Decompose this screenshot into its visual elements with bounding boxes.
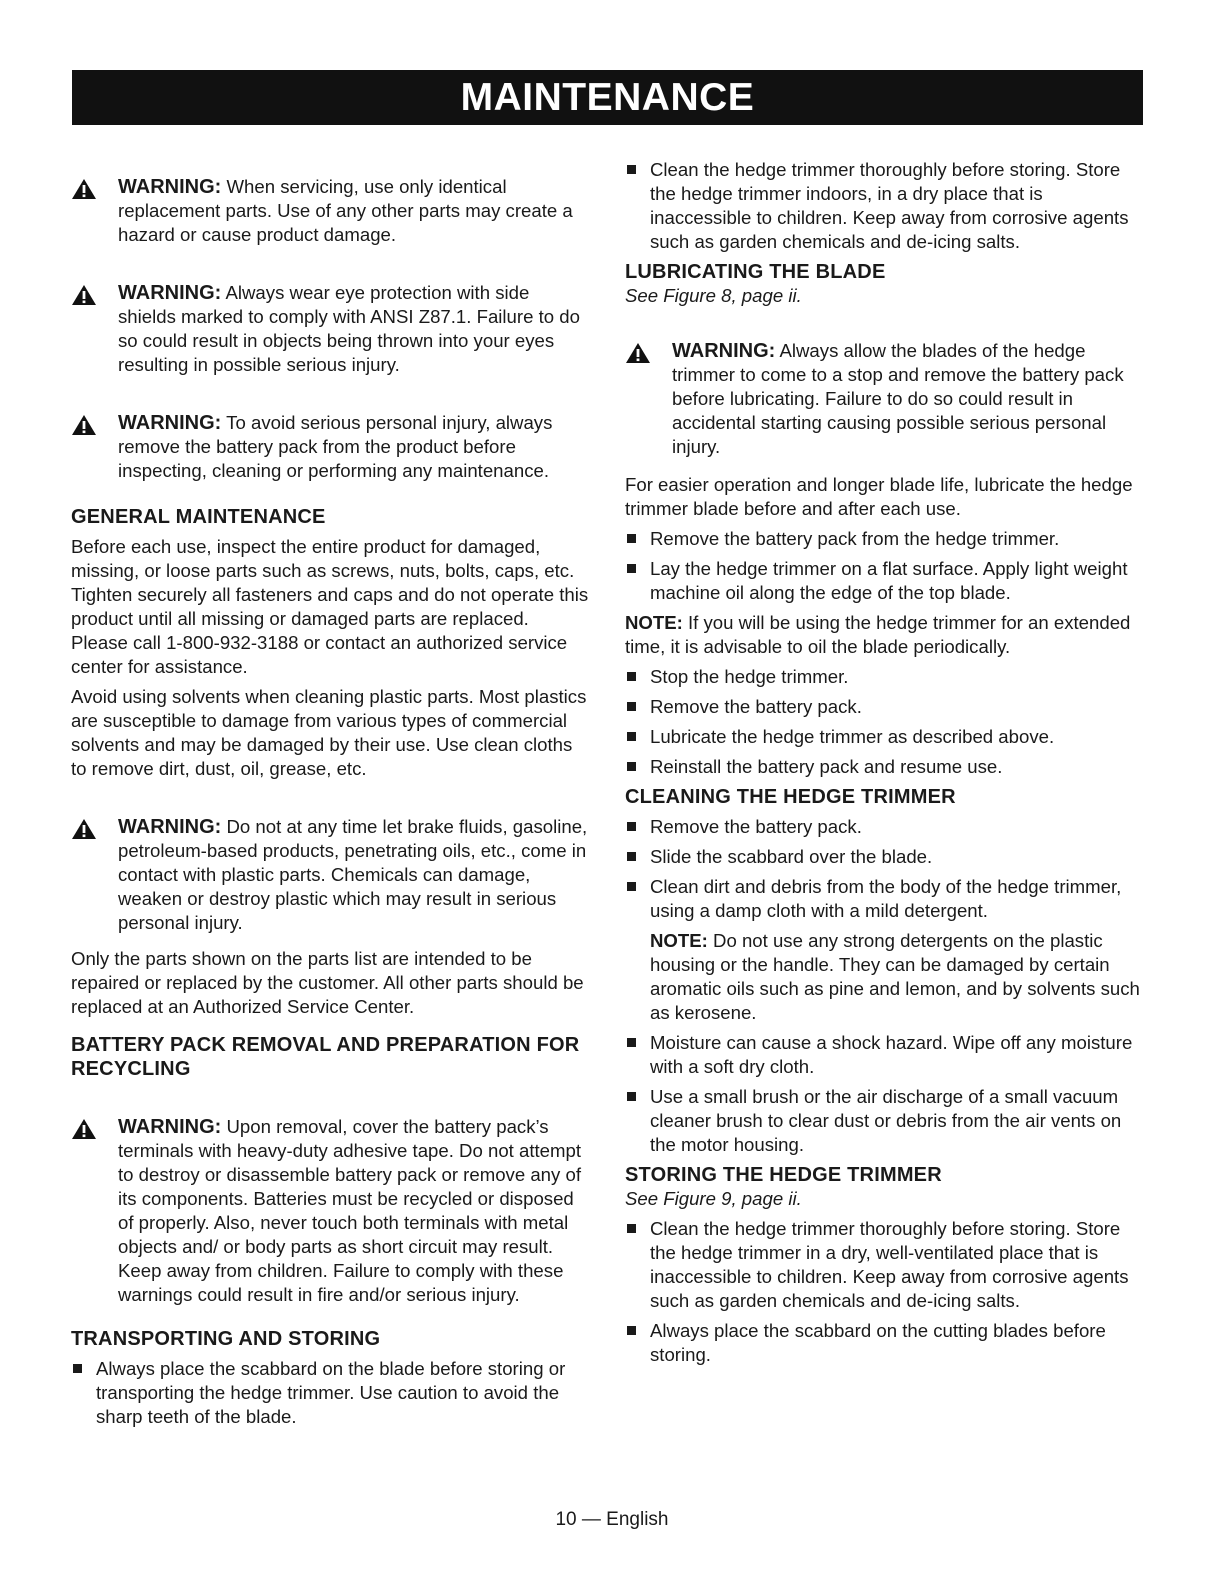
list-item: Clean the hedge trimmer thoroughly before storing. Store the hedge trimmer indoors, in a dry place that is inaccessible to children. Keep away from corrosive agents such as garden chemicals and de-icing salts.	[625, 158, 1145, 254]
heading-general-maintenance: GENERAL MAINTENANCE	[71, 506, 326, 528]
lubrication-steps-2	[625, 665, 1145, 779]
warning-text: When servicing, use only identical replacement parts. Use of any other parts may create a hazard or cause product damage.	[118, 176, 573, 245]
warning-text: Always wear eye protection with side shields marked to comply with ANSI Z87.1. Failure to do so could result in objects being thrown into your eyes resulting in possible serious injury.	[118, 282, 580, 375]
warning-remove-battery	[71, 411, 589, 483]
warning-text: Upon removal, cover the battery pack’s terminals with heavy-duty adhesive tape. Do not attempt to destroy or disassemble battery pack or remove any of its components. Batteries must be recycled or disposed of properly. Also, never touch both terminals with metal objects and/ or body parts as short circuit may result. Keep away from children. Failure to comply with these warnings could result in fire and/or serious injury.	[118, 1116, 582, 1305]
list-item: Remove the battery pack.	[625, 695, 1145, 719]
warning-triangle-icon	[71, 818, 97, 840]
list-item: Lay the hedge trimmer on a flat surface. Apply light weight machine oil along the edge of the top blade.	[625, 557, 1145, 605]
solvents-paragraph: Avoid using solvents when cleaning plastic parts. Most plastics are susceptible to damage from various types of commercial solvents and may be damaged by their use. Use clean cloths to remove dirt, dust, oil, grease, etc.	[71, 686, 587, 779]
warning-label: WARNING:	[118, 1116, 222, 1138]
note-label: NOTE:	[625, 612, 683, 633]
figure-reference: See Figure 8, page ii.	[625, 285, 802, 306]
heading-lubricating-blade: LUBRICATING THE BLADE	[625, 261, 886, 283]
list-item: Remove the battery pack.	[625, 815, 1145, 839]
warning-triangle-icon	[71, 178, 97, 200]
warning-label: WARNING:	[118, 282, 222, 304]
storage-list	[625, 158, 1145, 254]
warning-replacement-parts	[71, 175, 589, 247]
note-label: NOTE:	[650, 930, 708, 951]
list-item: Lubricate the hedge trimmer as described above.	[625, 725, 1145, 749]
list-item: Use a small brush or the air discharge of a small vacuum cleaner brush to clear dust or debris from the air vents on the motor housing.	[625, 1085, 1145, 1157]
parts-list-paragraph: Only the parts shown on the parts list are intended to be repaired or replaced by the customer. All other parts should be replaced at an Authorized Service Center.	[71, 948, 584, 1017]
note-text: If you will be using the hedge trimmer for an extended time, it is advisable to oil the blade periodically.	[625, 612, 1131, 657]
warning-text: To avoid serious personal injury, always remove the battery pack from the product before inspecting, cleaning or performing any maintenance.	[118, 412, 553, 481]
warning-triangle-icon	[71, 284, 97, 306]
list-item: Clean the hedge trimmer thoroughly before storing. Store the hedge trimmer in a dry, well-ventilated place that is inaccessible to children. Keep away from corrosive agents such as garden chemicals and de-icing salts.	[625, 1217, 1145, 1313]
storing-steps	[625, 1217, 1145, 1367]
warning-label: WARNING:	[118, 816, 222, 838]
warning-label: WARNING:	[118, 176, 222, 198]
warning-eye-protection	[71, 281, 589, 377]
list-item: Always place the scabbard on the blade before storing or transporting the hedge trimmer. Use caution to avoid the sharp teeth of the blade.	[71, 1357, 589, 1429]
list-item: Reinstall the battery pack and resume use.	[625, 755, 1145, 779]
cleaning-note	[625, 929, 1145, 1025]
heading-cleaning: CLEANING THE HEDGE TRIMMER	[625, 786, 956, 808]
cleaning-steps-2	[625, 1031, 1145, 1157]
list-item: Always place the scabbard on the cutting blades before storing.	[625, 1319, 1145, 1367]
warning-triangle-icon	[625, 342, 651, 364]
lubrication-steps	[625, 527, 1145, 605]
heading-transporting-storing: TRANSPORTING AND STORING	[71, 1328, 381, 1350]
list-item: Remove the battery pack from the hedge trimmer.	[625, 527, 1145, 551]
cleaning-steps	[625, 815, 1145, 923]
left-column	[71, 150, 589, 1435]
warning-text: Do not at any time let brake fluids, gasoline, petroleum-based products, penetrating oils, etc., come in contact with plastic parts. Chemicals can damage, weaken or destroy plastic which may result in serious personal injury.	[118, 816, 588, 933]
page-number: 10 — English	[555, 1509, 669, 1530]
note-text: Do not use any strong detergents on the plastic housing or the handle. They can be damaged by certain aromatic oils such as pine and lemon, and by solvents such as kerosene.	[650, 930, 1140, 1023]
warning-brake-fluids	[71, 815, 589, 935]
general-maintenance-paragraph: Before each use, inspect the entire product for damaged, missing, or loose parts such as screws, nuts, bolts, caps, etc. Tighten securely all fasteners and caps and do not operate this product until all missing or damaged parts are replaced. Please call 1-800-932-3188 or contact an authorized service center for assistance.	[71, 536, 589, 677]
warning-text: Always allow the blades of the hedge trimmer to come to a stop and remove the battery pack before lubricating. Failure to do so could result in accidental starting causing possible serious personal injury.	[672, 340, 1124, 457]
heading-storing: STORING THE HEDGE TRIMMER	[625, 1164, 942, 1186]
transporting-list	[71, 1357, 589, 1429]
list-item: Moisture can cause a shock hazard. Wipe off any moisture with a soft dry cloth.	[625, 1031, 1145, 1079]
warning-triangle-icon	[71, 1118, 97, 1140]
warning-battery-terminals	[71, 1115, 589, 1307]
page-title: MAINTENANCE	[72, 70, 1143, 125]
lubrication-intro: For easier operation and longer blade life, lubricate the hedge trimmer blade before and after each use.	[625, 474, 1133, 519]
lubrication-note	[625, 611, 1145, 659]
figure-reference: See Figure 9, page ii.	[625, 1188, 802, 1209]
list-item: Clean dirt and debris from the body of the hedge trimmer, using a damp cloth with a mild detergent.	[625, 875, 1145, 923]
warning-triangle-icon	[71, 414, 97, 436]
warning-label: WARNING:	[118, 412, 222, 434]
right-column	[625, 158, 1145, 1373]
list-item: Stop the hedge trimmer.	[625, 665, 1145, 689]
heading-battery-removal: BATTERY PACK REMOVAL AND PREPARATION FOR RECYCLING	[71, 1034, 580, 1080]
list-item: Slide the scabbard over the blade.	[625, 845, 1145, 869]
warning-blades-stop	[625, 339, 1145, 459]
warning-label: WARNING:	[672, 340, 776, 362]
